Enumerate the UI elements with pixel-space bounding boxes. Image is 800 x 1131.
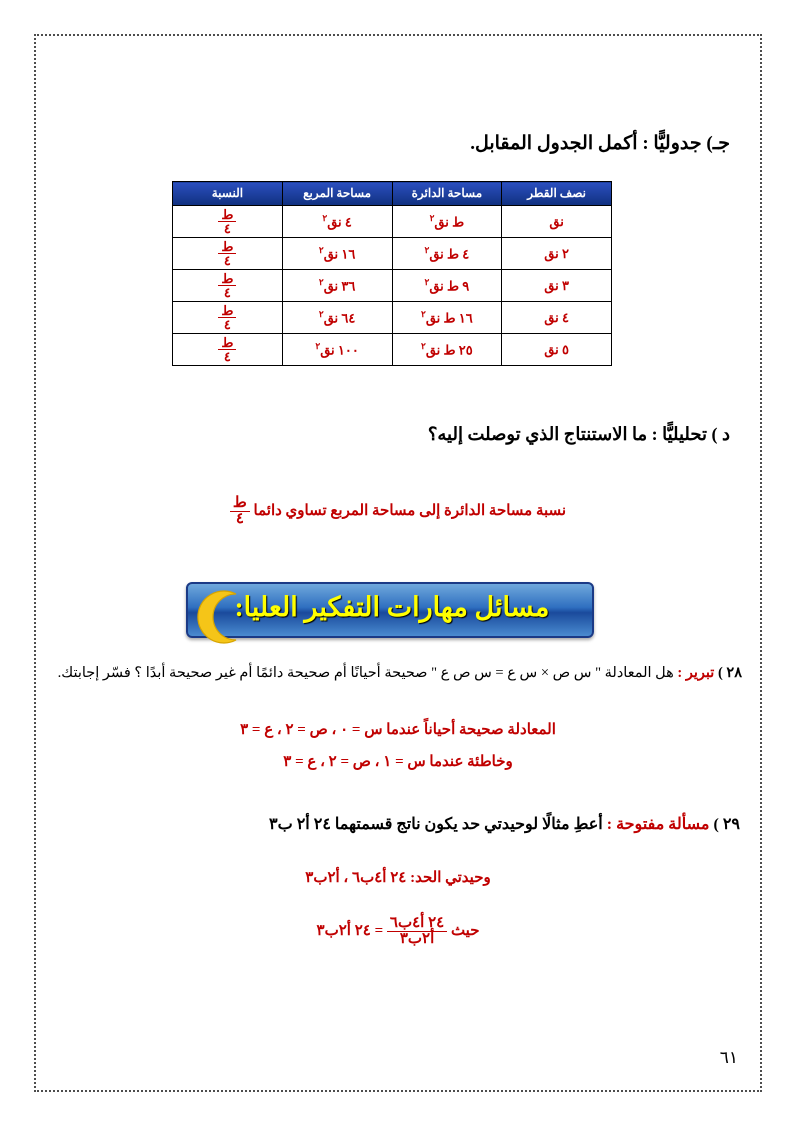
question-29-number: ٢٩ ) — [713, 816, 740, 833]
cell-circle-area — [392, 334, 502, 366]
fraction-numerator: ط — [230, 496, 250, 512]
answer-d — [36, 496, 760, 527]
crescent-moon-icon — [192, 586, 254, 648]
question-c — [470, 132, 730, 155]
cell-radius: ٤ نق — [502, 302, 612, 334]
answer-28-line-1: المعادلة صحيحة أحياناً عندما س = ٠ ، ص = ٢ ، ع = ٣ — [240, 722, 556, 738]
answer-28-line-2: وخاطئة عندما س = ١ ، ص = ٢ ، ع = ٣ — [283, 754, 513, 770]
question-29-text: أعطِ مثالًا لوحيدتي حد يكون ناتج قسمتهما ٢٤ أ٢ ب٣ — [269, 816, 603, 833]
square-expr: ٤ نق — [327, 214, 352, 230]
square-expr: ١٦ نق — [323, 246, 356, 262]
circle-exp: ٢ — [424, 244, 430, 255]
question-28 — [54, 660, 742, 686]
cell-square-area — [282, 206, 392, 238]
fraction-numerator: ٢٤ أ٤ب٦ — [387, 916, 447, 932]
cell-circle-area — [392, 302, 502, 334]
circle-exp: ٢ — [420, 340, 426, 351]
square-expr: ١٠٠ نق — [320, 342, 359, 358]
cell-radius: ٣ نق — [502, 270, 612, 302]
fraction-denominator: ٤ — [223, 317, 231, 332]
page-number: ٦١ — [719, 1048, 738, 1067]
fraction-numerator: ط — [218, 240, 236, 254]
fraction — [230, 496, 250, 527]
question-28-keyword: تبرير : — [677, 665, 715, 681]
square-expr: ٦٤ نق — [323, 310, 356, 326]
page-content — [36, 36, 760, 1090]
question-c-label: جـ) جدوليًّا : — [642, 133, 730, 154]
table-row — [173, 334, 612, 366]
cell-radius: ٢ نق — [502, 238, 612, 270]
th-ratio: النسبة — [173, 182, 283, 206]
table-header-row — [173, 182, 612, 206]
fraction — [218, 304, 236, 331]
ratio-table — [172, 181, 612, 366]
circle-expr: ٩ ط نق — [429, 278, 470, 294]
cell-ratio — [173, 270, 283, 302]
fraction-numerator: ط — [218, 272, 236, 286]
circle-exp: ٢ — [420, 308, 426, 319]
banner-title: مسائل مهارات التفكير العليا: — [234, 592, 550, 622]
table-row — [173, 302, 612, 334]
square-expr: ٣٦ نق — [323, 278, 356, 294]
answer-d-text: نسبة مساحة الدائرة إلى مساحة المربع تساوي دائما — [253, 502, 567, 519]
question-29-keyword: مسألة مفتوحة : — [606, 816, 710, 833]
table-row — [173, 238, 612, 270]
cell-circle-area — [392, 206, 502, 238]
square-exp: ٢ — [322, 212, 328, 223]
square-exp: ٢ — [318, 276, 324, 287]
square-exp: ٢ — [318, 308, 324, 319]
fraction-denominator: ٤ — [223, 349, 231, 364]
cell-radius: نق — [502, 206, 612, 238]
fraction-numerator: ط — [218, 208, 236, 222]
fraction — [218, 272, 236, 299]
circle-expr: ط نق — [434, 214, 465, 230]
fraction-numerator: ط — [218, 336, 236, 350]
cell-radius: ٥ نق — [502, 334, 612, 366]
question-28-number: ٢٨ ) — [717, 665, 742, 681]
cell-ratio — [173, 238, 283, 270]
question-d-text: ما الاستنتاج الذي توصلت إليه؟ — [427, 424, 648, 444]
fraction-denominator: ٤ — [223, 221, 231, 236]
cell-square-area — [282, 302, 392, 334]
question-d-label: د ) تحليليًّا : — [651, 424, 730, 444]
fraction-numerator: ط — [218, 304, 236, 318]
fraction — [218, 336, 236, 363]
cell-ratio — [173, 334, 283, 366]
circle-expr: ٢٥ ط نق — [425, 342, 473, 358]
answer-29-prefix: حيث — [450, 922, 480, 939]
th-square-area: مساحة المربع — [282, 182, 392, 206]
circle-expr: ٤ ط نق — [429, 246, 470, 262]
fraction-denominator: ٤ — [235, 511, 244, 527]
answer-29-line-1: وحيدتي الحد: ٢٤ أ٤ب٦ ، أ٢ب٣ — [305, 870, 491, 886]
fraction — [218, 208, 236, 235]
answer-29-line-2 — [36, 916, 760, 947]
table-row — [173, 270, 612, 302]
cell-ratio — [173, 206, 283, 238]
document-page — [34, 34, 762, 1092]
cell-square-area — [282, 270, 392, 302]
table-row — [173, 206, 612, 238]
circle-exp: ٢ — [424, 276, 430, 287]
question-c-text: أكمل الجدول المقابل. — [470, 133, 638, 154]
table-wrapper — [172, 181, 612, 366]
th-circle-area: مساحة الدائرة — [392, 182, 502, 206]
cell-square-area — [282, 238, 392, 270]
question-d — [428, 424, 730, 445]
answer-29-equals: = ٢٤ أ٢ب٣ — [316, 922, 384, 939]
square-exp: ٢ — [318, 244, 324, 255]
cell-square-area — [282, 334, 392, 366]
cell-ratio — [173, 302, 283, 334]
cell-circle-area — [392, 238, 502, 270]
question-28-text: هل المعادلة " س ص × س ع = س ص ع " صحيحة أحيانًا أم صحيحة دائمًا أم غير صحيحة أبدًا ؟ فسّر إجابتك. — [57, 665, 674, 681]
fraction-denominator: ٤ — [223, 285, 231, 300]
circle-exp: ٢ — [429, 212, 435, 223]
fraction-denominator: ٤ — [223, 253, 231, 268]
fraction — [218, 240, 236, 267]
question-29 — [56, 814, 740, 834]
cell-circle-area — [392, 270, 502, 302]
fraction-denominator: أ٢ب٣ — [399, 931, 435, 947]
fraction — [387, 916, 447, 947]
square-exp: ٢ — [315, 340, 321, 351]
th-radius: نصف القطر — [502, 182, 612, 206]
circle-expr: ١٦ ط نق — [425, 310, 473, 326]
